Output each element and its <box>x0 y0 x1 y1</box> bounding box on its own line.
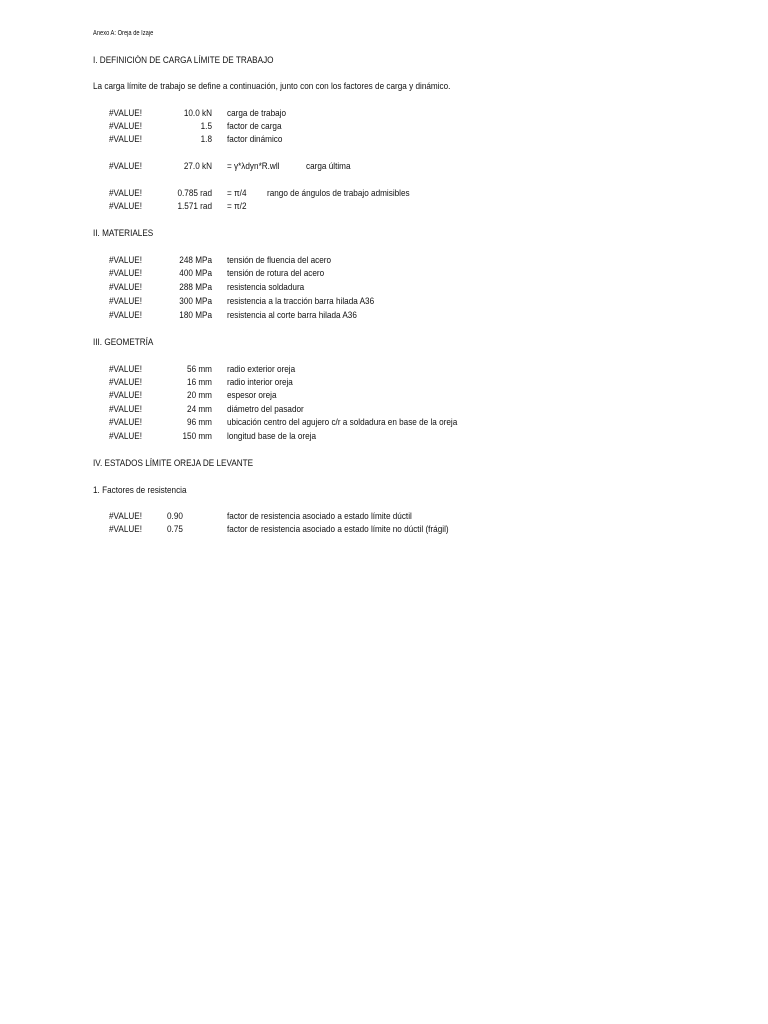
row-desc: tensión de fluencia del acero <box>227 255 332 266</box>
table-row <box>0 364 768 377</box>
row-name: #VALUE! <box>109 134 143 145</box>
row-value: 400 MPa <box>179 268 212 279</box>
table-row <box>0 121 768 134</box>
section-3-title: III. GEOMETRÍA <box>93 337 154 348</box>
row-name: #VALUE! <box>109 255 143 266</box>
table-row <box>0 161 768 174</box>
table-row <box>0 108 768 121</box>
row-value: 248 MPa <box>179 255 212 266</box>
row-desc: = π/2 <box>227 201 247 212</box>
row-value: 96 mm <box>187 417 212 428</box>
row-value: 16 mm <box>187 377 212 388</box>
row-name: #VALUE! <box>109 188 143 199</box>
row-value: 1.571 rad <box>177 201 212 212</box>
row-desc: = γ*λdyn*R.wll <box>227 161 280 172</box>
row-name: #VALUE! <box>109 201 143 212</box>
table-row <box>0 201 768 214</box>
row-desc: radio interior oreja <box>227 377 293 388</box>
row-desc: radio exterior oreja <box>227 364 296 375</box>
row-note: carga última <box>306 161 351 172</box>
row-desc: ubicación centro del agujero c/r a soldadura en base de la oreja <box>227 417 458 428</box>
section-1-title: I. DEFINICIÓN DE CARGA LÍMITE DE TRABAJO <box>93 55 274 66</box>
row-value: 288 MPa <box>179 282 212 293</box>
row-value: 0.75 <box>167 524 183 535</box>
row-name: #VALUE! <box>109 524 143 535</box>
row-desc: diámetro del pasador <box>227 404 304 415</box>
row-desc: longitud base de la oreja <box>227 431 317 442</box>
row-name: #VALUE! <box>109 511 143 522</box>
row-desc: factor de resistencia asociado a estado límite dúctil <box>227 511 412 522</box>
row-desc: tensión de rotura del acero <box>227 268 325 279</box>
row-value: 27.0 kN <box>183 161 212 172</box>
section-1-intro: La carga límite de trabajo se define a continuación, junto con con los factores de carga y dinámico. <box>93 81 451 92</box>
table-row <box>0 282 768 295</box>
table-row <box>0 268 768 281</box>
row-value: 10.0 kN <box>183 108 212 119</box>
row-value: 0.785 rad <box>177 188 212 199</box>
row-value: 1.8 <box>200 134 212 145</box>
table-row <box>0 417 768 430</box>
row-value: 1.5 <box>200 121 212 132</box>
row-desc: resistencia soldadura <box>227 282 305 293</box>
row-name: #VALUE! <box>109 161 143 172</box>
table-row <box>0 431 768 444</box>
row-value: 300 MPa <box>179 296 212 307</box>
section-4-subtitle: 1. Factores de resistencia <box>93 485 187 496</box>
table-row <box>0 296 768 309</box>
page-header: Anexo A: Oreja de Izaje <box>93 30 154 37</box>
row-value: 180 MPa <box>179 310 212 321</box>
row-name: #VALUE! <box>109 282 143 293</box>
row-desc: factor de carga <box>227 121 282 132</box>
row-desc: = π/4 <box>227 188 247 199</box>
row-value: 20 mm <box>187 390 212 401</box>
row-value: 0.90 <box>167 511 183 522</box>
row-desc: resistencia al corte barra hilada A36 <box>227 310 357 321</box>
row-desc: factor dinámico <box>227 134 283 145</box>
row-value: 150 mm <box>182 431 212 442</box>
row-value: 56 mm <box>187 364 212 375</box>
row-name: #VALUE! <box>109 121 143 132</box>
row-note: rango de ángulos de trabajo admisibles <box>267 188 410 199</box>
table-row <box>0 524 768 537</box>
table-row <box>0 310 768 323</box>
row-name: #VALUE! <box>109 417 143 428</box>
row-name: #VALUE! <box>109 377 143 388</box>
table-row <box>0 255 768 268</box>
row-value: 24 mm <box>187 404 212 415</box>
row-name: #VALUE! <box>109 431 143 442</box>
row-desc: resistencia a la tracción barra hilada A36 <box>227 296 375 307</box>
row-name: #VALUE! <box>109 296 143 307</box>
table-row <box>0 188 768 201</box>
section-2-title: II. MATERIALES <box>93 228 154 239</box>
row-name: #VALUE! <box>109 310 143 321</box>
row-name: #VALUE! <box>109 268 143 279</box>
table-row <box>0 511 768 524</box>
row-name: #VALUE! <box>109 108 143 119</box>
table-row <box>0 390 768 403</box>
table-row <box>0 377 768 390</box>
row-name: #VALUE! <box>109 404 143 415</box>
row-name: #VALUE! <box>109 390 143 401</box>
table-row <box>0 404 768 417</box>
row-desc: carga de trabajo <box>227 108 287 119</box>
row-desc: espesor oreja <box>227 390 277 401</box>
row-name: #VALUE! <box>109 364 143 375</box>
section-4-title: IV. ESTADOS LÍMITE OREJA DE LEVANTE <box>93 458 254 469</box>
table-row <box>0 134 768 147</box>
row-desc: factor de resistencia asociado a estado límite no dúctil (frágil) <box>227 524 449 535</box>
